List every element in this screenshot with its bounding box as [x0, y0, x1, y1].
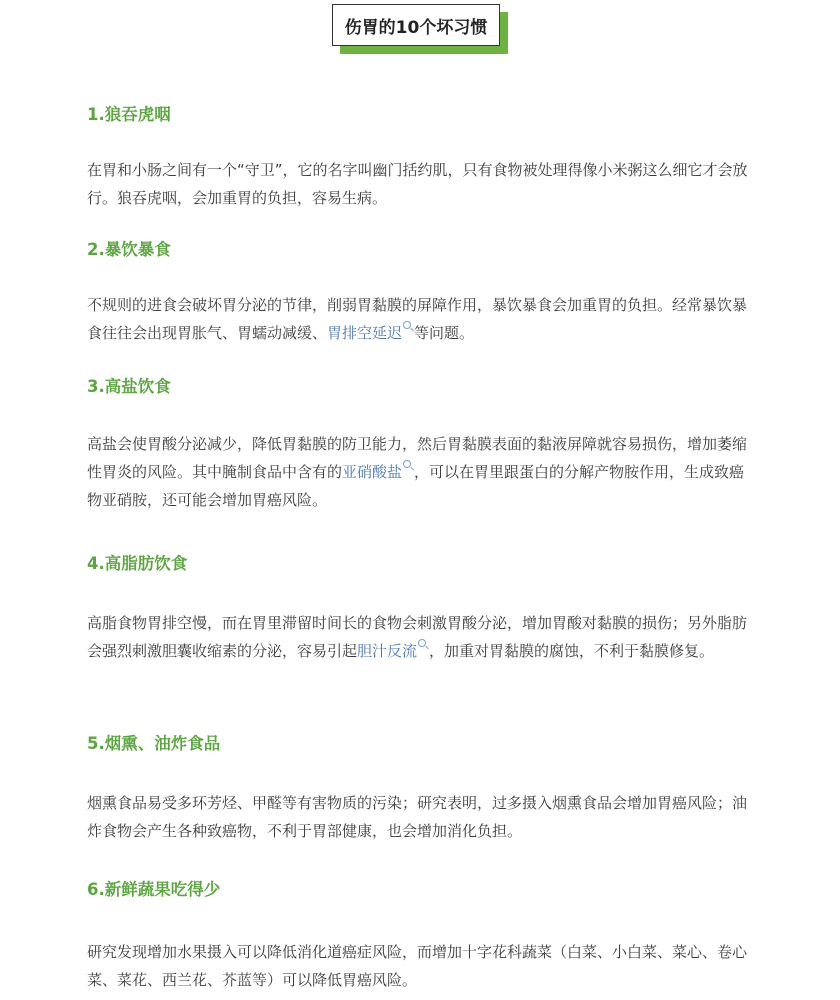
section-paragraph: 烟熏食品易受多环芳烃、甲醛等有害物质的污染；研究表明，过多摄入烟熏食品会增加胃癌风险；油炸食物会产生各种致癌物，不利于胃部健康，也会增加消化负担。 — [87, 794, 748, 840]
section-heading: 4.高脂肪饮食 — [87, 554, 188, 573]
paragraph-text: 高脂食物胃排空慢，而在胃里滞留时间长的食物会刺激胃酸分泌，增加胃酸对黏膜的损伤；另外脂肪会强烈刺激胆囊收缩素的分泌，容易引起 — [87, 614, 748, 660]
section-paragraph — [87, 609, 755, 665]
section-paragraph — [87, 430, 755, 514]
keyword-link[interactable]: 亚硝酸盐 — [342, 463, 403, 481]
search-icon[interactable] — [403, 321, 411, 329]
search-icon[interactable] — [403, 460, 411, 468]
paragraph-text: 不规则的进食会破坏胃分泌的节律，削弱胃黏膜的屏障作用，暴饮暴食会加重胃的负担。经常暴饮暴食往往会出现胃胀气、胃蠕动减缓、 — [87, 296, 748, 342]
keyword-link[interactable]: 胆汁反流 — [357, 642, 418, 660]
section-heading: 3.高盐饮食 — [87, 377, 171, 396]
paragraph-text: ，可以在胃里跟蛋白的分解产物胺作用，生成致癌物亚硝胺，还可能会增加胃癌风险。 — [87, 463, 745, 509]
section-heading: 6.新鲜蔬果吃得少 — [87, 880, 221, 899]
keyword-link[interactable]: 胃排空延迟 — [327, 324, 403, 342]
section-paragraph: 研究发现增加水果摄入可以降低消化道癌症风险，而增加十字花科蔬菜（白菜、小白菜、菜心、卷心菜、菜花、西兰花、芥蓝等）可以降低胃癌风险。 — [87, 943, 748, 989]
section-paragraph: 在胃和小肠之间有一个“守卫”，它的名字叫幽门括约肌，只有食物被处理得像小米粥这么细它才会放行。狼吞虎咽，会加重胃的负担，容易生病。 — [87, 161, 748, 207]
section-heading: 2.暴饮暴食 — [87, 240, 171, 259]
paragraph-text: 等问题。 — [414, 324, 475, 342]
title-banner — [332, 4, 502, 48]
section-heading: 5.烟熏、油炸食品 — [87, 734, 221, 753]
paragraph-text: 高盐会使胃酸分泌减少，降低胃黏膜的防卫能力，然后胃黏膜表面的黏液屏障就容易损伤，增加萎缩性胃炎的风险。其中腌制食品中含有的 — [87, 435, 748, 481]
paragraph-text: ，加重对胃黏膜的腐蚀，不利于黏膜修复。 — [429, 642, 715, 660]
section-1 — [87, 100, 755, 130]
search-icon[interactable] — [418, 639, 426, 647]
page-title: 伤胃的10个坏习惯 — [332, 4, 500, 46]
section-paragraph — [87, 291, 755, 347]
section-heading: 1.狼吞虎咽 — [87, 105, 171, 124]
